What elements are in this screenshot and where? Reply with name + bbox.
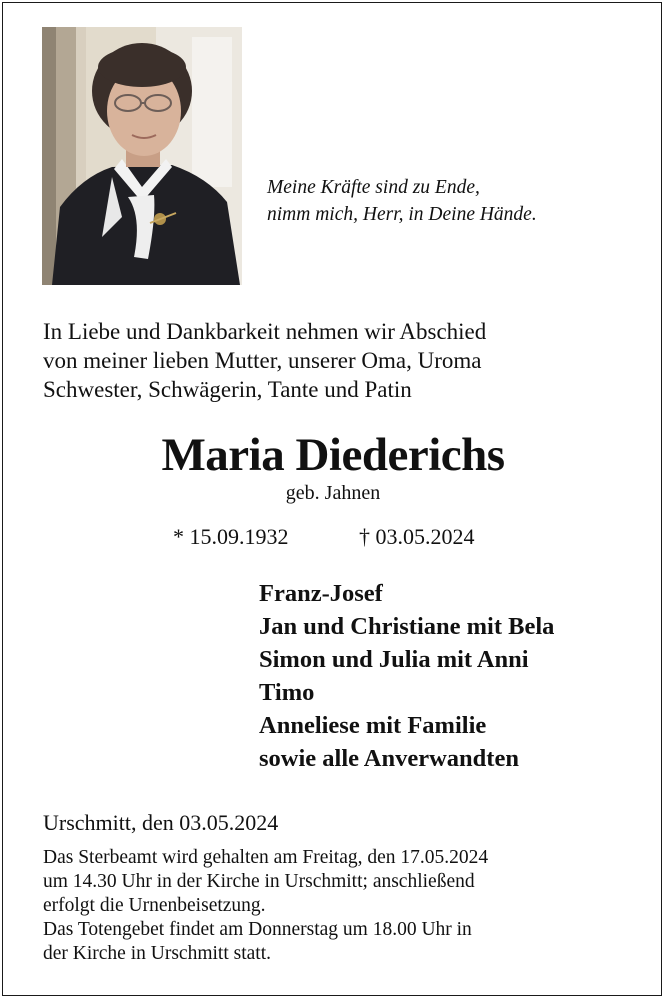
mourner: Anneliese mit Familie (259, 712, 487, 739)
intro-line: Schwester, Schwägerin, Tante und Patin (43, 377, 412, 402)
notice-line: Das Sterbeamt wird gehalten am Freitag, den 17.05.2024 (43, 847, 489, 868)
mourner: sowie alle Anverwandten (259, 745, 519, 772)
verse-line: Meine Kräfte sind zu Ende, (267, 177, 480, 198)
intro-text (43, 317, 643, 404)
place-date: Urschmitt, den 03.05.2024 (43, 810, 279, 835)
deceased-name: Maria Diederichs (161, 429, 505, 481)
mourner: Simon und Julia mit Anni (259, 646, 529, 673)
notice-line: der Kirche in Urschmitt statt. (43, 943, 271, 964)
mourner: Jan und Christiane mit Bela (259, 613, 555, 640)
death-date: † 03.05.2024 (359, 524, 475, 549)
obituary-card (2, 2, 662, 996)
intro-line: In Liebe und Dankbarkeit nehmen wir Abschied (43, 319, 487, 344)
mourners-list (259, 577, 659, 775)
portrait-photo (42, 27, 242, 285)
verse (267, 174, 647, 228)
verse-line: nimm mich, Herr, in Deine Hände. (267, 204, 537, 225)
notice-line: erfolgt die Urnenbeisetzung. (43, 895, 266, 916)
maiden-name: geb. Jahnen (285, 482, 381, 504)
mourner: Franz-Josef (259, 580, 383, 607)
notice-line: Das Totengebet findet am Donnerstag um 18.00 Uhr in (43, 919, 472, 940)
service-notice (43, 846, 653, 966)
birth-date: * 15.09.1932 (173, 524, 289, 549)
mourner: Timo (259, 679, 315, 706)
notice-line: um 14.30 Uhr in der Kirche in Urschmitt; anschließend (43, 871, 475, 892)
intro-line: von meiner lieben Mutter, unserer Oma, Uroma (43, 348, 482, 373)
